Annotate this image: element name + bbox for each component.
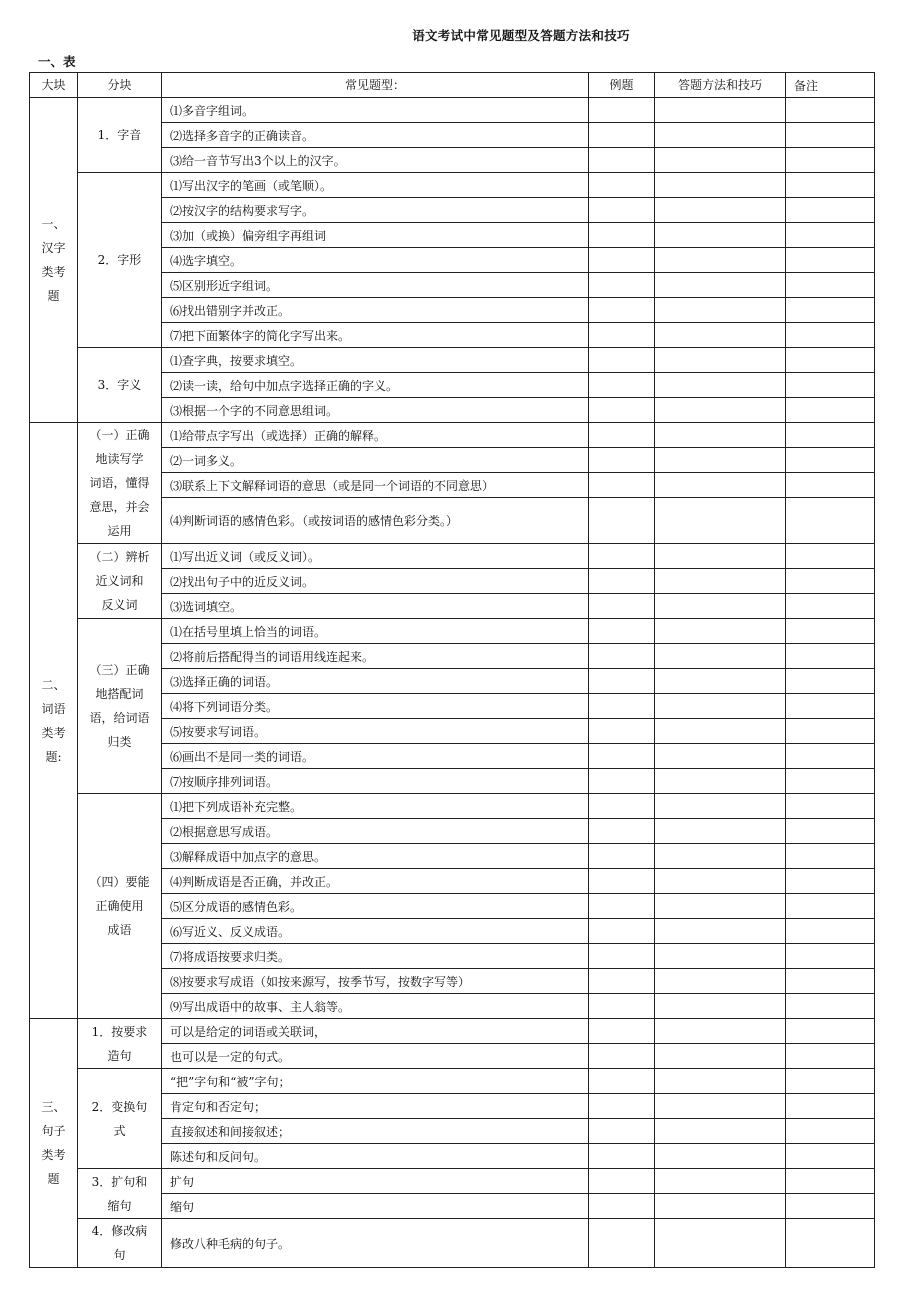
subcategory-cell (78, 1019, 162, 1069)
method-cell (655, 373, 786, 398)
remarks-cell (786, 1169, 875, 1194)
remarks-cell (786, 969, 875, 994)
remarks-cell (786, 619, 875, 644)
example-cell (589, 173, 655, 198)
method-cell (655, 769, 786, 794)
table-row (30, 1069, 875, 1094)
subcategory-line: 归类 (107, 735, 132, 749)
method-cell (655, 594, 786, 619)
question-type-cell: ⑶选择正确的词语。 (162, 669, 589, 694)
method-cell (655, 498, 786, 544)
example-cell (589, 298, 655, 323)
question-type-cell: 陈述句和反问句。 (162, 1144, 589, 1169)
remarks-cell (786, 323, 875, 348)
subcategory-cell (78, 619, 162, 794)
subcategory-line: 成语 (107, 923, 132, 937)
category-line: 三、 (41, 1100, 66, 1114)
question-type-cell: ⑷将下列词语分类。 (162, 694, 589, 719)
header-method: 答题方法和技巧 (655, 73, 786, 98)
category-line: 汉字 (41, 241, 66, 255)
question-type-cell: 可以是给定的词语或关联词， (162, 1019, 589, 1044)
method-cell (655, 794, 786, 819)
remarks-cell (786, 498, 875, 544)
example-cell (589, 869, 655, 894)
table-row (30, 423, 875, 448)
remarks-cell (786, 819, 875, 844)
method-cell (655, 398, 786, 423)
question-type-cell: ⑶选词填空。 (162, 594, 589, 619)
example-cell (589, 248, 655, 273)
question-type-cell: ⑵读一读，给句中加点字选择正确的字义。 (162, 373, 589, 398)
question-type-cell: 肯定句和否定句； (162, 1094, 589, 1119)
remarks-cell (786, 1119, 875, 1144)
method-cell (655, 544, 786, 569)
example-cell (589, 1169, 655, 1194)
method-cell (655, 994, 786, 1019)
subcategory-line: 运用 (107, 524, 132, 538)
subcategory-line: 1．按要求 (91, 1024, 148, 1039)
remarks-cell (786, 173, 875, 198)
method-cell (655, 98, 786, 123)
category-cell (30, 98, 78, 423)
example-cell (589, 719, 655, 744)
remarks-cell (786, 919, 875, 944)
method-cell (655, 1019, 786, 1044)
example-cell (589, 944, 655, 969)
example-cell (589, 769, 655, 794)
example-cell (589, 348, 655, 373)
table-row (30, 1169, 875, 1194)
method-cell (655, 348, 786, 373)
example-cell (589, 794, 655, 819)
question-type-cell: 也可以是一定的句式。 (162, 1044, 589, 1069)
remarks-cell (786, 198, 875, 223)
example-cell (589, 273, 655, 298)
remarks-cell (786, 448, 875, 473)
question-type-cell: 修改八种毛病的句子。 (162, 1219, 589, 1268)
method-cell (655, 819, 786, 844)
question-type-cell: ⑺把下面繁体字的简化字写出来。 (162, 323, 589, 348)
example-cell (589, 98, 655, 123)
question-type-cell: 直接叙述和间接叙述； (162, 1119, 589, 1144)
example-cell (589, 569, 655, 594)
example-cell (589, 1069, 655, 1094)
remarks-cell (786, 1069, 875, 1094)
remarks-cell (786, 544, 875, 569)
question-type-cell: ⑶加（或换）偏旁组字再组词 (162, 223, 589, 248)
example-cell (589, 1094, 655, 1119)
question-type-cell: ⑵根据意思写成语。 (162, 819, 589, 844)
category-line: 题 (47, 1172, 60, 1186)
question-type-cell: ⑹画出不是同一类的词语。 (162, 744, 589, 769)
remarks-cell (786, 373, 875, 398)
question-type-cell: ⑸区别形近字组词。 (162, 273, 589, 298)
subcategory-cell (78, 544, 162, 619)
example-cell (589, 1194, 655, 1219)
method-cell (655, 423, 786, 448)
method-cell (655, 1194, 786, 1219)
table-row (30, 1219, 875, 1268)
method-cell (655, 944, 786, 969)
question-type-cell: “把”字句和“被”字句； (162, 1069, 589, 1094)
question-type-cell: ⑶联系上下文解释词语的意思（或是同一个词语的不同意思） (162, 473, 589, 498)
question-type-cell: ⑵选择多音字的正确读音。 (162, 123, 589, 148)
remarks-cell (786, 1219, 875, 1268)
question-type-cell: ⑼写出成语中的故事、主人翁等。 (162, 994, 589, 1019)
page-title: 语文考试中常见题型及答题方法和技巧 (412, 28, 630, 43)
remarks-cell (786, 594, 875, 619)
method-cell (655, 198, 786, 223)
remarks-cell (786, 148, 875, 173)
example-cell (589, 894, 655, 919)
remarks-cell (786, 248, 875, 273)
method-cell (655, 298, 786, 323)
method-cell (655, 1069, 786, 1094)
method-cell (655, 894, 786, 919)
method-cell (655, 969, 786, 994)
remarks-cell (786, 894, 875, 919)
subcategory-cell (78, 348, 162, 423)
method-cell (655, 1044, 786, 1069)
method-cell (655, 669, 786, 694)
example-cell (589, 1044, 655, 1069)
question-type-cell: ⑴在括号里填上恰当的词语。 (162, 619, 589, 644)
method-cell (655, 1094, 786, 1119)
subcategory-line: 4．修改病 (91, 1224, 148, 1238)
remarks-cell (786, 944, 875, 969)
subcategory-line: 地读写学 (95, 452, 144, 466)
subcategory-line: 2．变换句 (91, 1099, 148, 1114)
method-cell (655, 323, 786, 348)
remarks-cell (786, 1094, 875, 1119)
method-cell (655, 844, 786, 869)
method-cell (655, 619, 786, 644)
remarks-cell (786, 98, 875, 123)
subcategory-line: 造句 (107, 1048, 132, 1063)
category-line: 词语 (41, 701, 66, 716)
remarks-cell (786, 1194, 875, 1219)
question-type-cell: ⑴多音字组词。 (162, 98, 589, 123)
subcategory-line: 近义词和 (95, 574, 144, 588)
example-cell (589, 619, 655, 644)
remarks-cell (786, 869, 875, 894)
subcategory-line: （四）要能 (89, 875, 150, 889)
method-cell (655, 644, 786, 669)
category-line: 类考 (41, 725, 66, 740)
example-cell (589, 544, 655, 569)
category-cell (30, 1019, 78, 1268)
table-header-row (30, 73, 875, 98)
remarks-cell (786, 569, 875, 594)
question-type-cell: ⑷选字填空。 (162, 248, 589, 273)
remarks-cell (786, 223, 875, 248)
example-cell (589, 669, 655, 694)
example-cell (589, 323, 655, 348)
question-type-cell: ⑶解释成语中加点字的意思。 (162, 844, 589, 869)
example-cell (589, 594, 655, 619)
example-cell (589, 644, 655, 669)
subcategory-line: 缩句 (107, 1198, 132, 1213)
method-cell (655, 694, 786, 719)
example-cell (589, 198, 655, 223)
method-cell (655, 448, 786, 473)
example-cell (589, 1019, 655, 1044)
method-cell (655, 1144, 786, 1169)
example-cell (589, 969, 655, 994)
header-remarks: 备注 (786, 73, 875, 98)
subcategory-cell (78, 173, 162, 348)
example-cell (589, 398, 655, 423)
subcategory-line: 词语，懂得 (89, 476, 150, 490)
category-line: 题: (45, 749, 62, 764)
category-cell (30, 423, 78, 1019)
method-cell (655, 1219, 786, 1268)
method-cell (655, 869, 786, 894)
example-cell (589, 473, 655, 498)
remarks-cell (786, 473, 875, 498)
example-cell (589, 448, 655, 473)
question-type-cell: ⑶根据一个字的不同意思组词。 (162, 398, 589, 423)
category-line: 二、 (41, 677, 66, 692)
method-cell (655, 569, 786, 594)
question-type-cell: 缩句 (162, 1194, 589, 1219)
question-type-cell: ⑸区分成语的感情色彩。 (162, 894, 589, 919)
table-row (30, 1019, 875, 1044)
remarks-cell (786, 1044, 875, 1069)
subcategory-line: 句 (113, 1248, 126, 1262)
category-line: 一、 (41, 217, 66, 231)
question-type-cell: ⑴把下列成语补充完整。 (162, 794, 589, 819)
method-cell (655, 223, 786, 248)
header-dakuai: 大块 (30, 73, 78, 98)
table-row (30, 173, 875, 198)
example-cell (589, 819, 655, 844)
remarks-cell (786, 794, 875, 819)
table-row (30, 348, 875, 373)
table-row (30, 794, 875, 819)
method-cell (655, 919, 786, 944)
question-type-cell: ⑻按要求写成语（如按来源写，按季节写，按数字写等） (162, 969, 589, 994)
method-cell (655, 148, 786, 173)
example-cell (589, 1119, 655, 1144)
method-cell (655, 1119, 786, 1144)
subcategory-line: （一）正确 (89, 428, 150, 442)
subcategory-line: 3．扩句和 (91, 1174, 148, 1189)
question-type-cell: ⑹写近义、反义成语。 (162, 919, 589, 944)
remarks-cell (786, 644, 875, 669)
section-heading: 一、表 (38, 54, 76, 69)
example-cell (589, 148, 655, 173)
example-cell (589, 498, 655, 544)
question-type-cell: ⑵找出句子中的近反义词。 (162, 569, 589, 594)
category-line: 句子 (41, 1124, 66, 1138)
subcategory-cell (78, 423, 162, 544)
subcategory-line: 3．字义 (97, 378, 142, 392)
method-cell (655, 473, 786, 498)
method-cell (655, 123, 786, 148)
table-row (30, 98, 875, 123)
subcategory-line: （二）辨析 (89, 550, 150, 564)
question-type-cell: ⑴写出近义词（或反义词）。 (162, 544, 589, 569)
subcategory-line: 反义词 (101, 598, 138, 612)
question-type-table (29, 72, 875, 1268)
remarks-cell (786, 744, 875, 769)
header-question-type: 常见题型： (162, 73, 589, 98)
remarks-cell (786, 123, 875, 148)
subcategory-line: 2．字形 (97, 253, 142, 267)
remarks-cell (786, 669, 875, 694)
example-cell (589, 694, 655, 719)
question-type-cell: ⑷判断成语是否正确，并改正。 (162, 869, 589, 894)
question-type-cell: ⑹找出错别字并改正。 (162, 298, 589, 323)
example-cell (589, 1219, 655, 1268)
question-type-cell: ⑸按要求写词语。 (162, 719, 589, 744)
example-cell (589, 844, 655, 869)
table-row (30, 619, 875, 644)
question-type-cell: ⑵按汉字的结构要求写字。 (162, 198, 589, 223)
remarks-cell (786, 1144, 875, 1169)
table-row (30, 544, 875, 569)
question-type-cell: ⑴给带点字写出（或选择）正确的解释。 (162, 423, 589, 448)
subcategory-cell (78, 1069, 162, 1169)
table-body (30, 98, 875, 1268)
method-cell (655, 248, 786, 273)
question-type-cell: ⑶给一音节写出3个以上的汉字。 (162, 148, 589, 173)
remarks-cell (786, 423, 875, 448)
subcategory-line: 意思，并会 (89, 500, 150, 514)
question-type-cell: 扩句 (162, 1169, 589, 1194)
example-cell (589, 1144, 655, 1169)
remarks-cell (786, 1019, 875, 1044)
subcategory-cell (78, 1219, 162, 1268)
example-cell (589, 373, 655, 398)
subcategory-line: 地搭配词 (95, 687, 144, 701)
category-line: 类考 (41, 1148, 66, 1162)
subcategory-cell (78, 1169, 162, 1219)
question-type-cell: ⑴查字典，按要求填空。 (162, 348, 589, 373)
remarks-cell (786, 273, 875, 298)
remarks-cell (786, 694, 875, 719)
example-cell (589, 123, 655, 148)
category-line: 类考 (41, 265, 66, 279)
subcategory-line: （三）正确 (89, 663, 150, 677)
subcategory-cell (78, 794, 162, 1019)
subcategory-line: 式 (113, 1123, 126, 1138)
question-type-cell: ⑵将前后搭配得当的词语用线连起来。 (162, 644, 589, 669)
example-cell (589, 994, 655, 1019)
remarks-cell (786, 769, 875, 794)
subcategory-line: 语，给词语 (89, 711, 150, 725)
question-type-cell: ⑺将成语按要求归类。 (162, 944, 589, 969)
remarks-cell (786, 719, 875, 744)
question-type-cell: ⑴写出汉字的笔画（或笔顺）。 (162, 173, 589, 198)
question-type-cell: ⑺按顺序排列词语。 (162, 769, 589, 794)
question-type-cell: ⑷判断词语的感情色彩。（或按词语的感情色彩分类。） (162, 498, 589, 544)
example-cell (589, 744, 655, 769)
header-fenkuai: 分块 (78, 73, 162, 98)
subcategory-line: 正确使用 (95, 899, 144, 913)
example-cell (589, 423, 655, 448)
header-example: 例题 (589, 73, 655, 98)
method-cell (655, 744, 786, 769)
example-cell (589, 223, 655, 248)
question-type-cell: ⑵一词多义。 (162, 448, 589, 473)
method-cell (655, 1169, 786, 1194)
category-line: 题 (47, 289, 60, 303)
remarks-cell (786, 298, 875, 323)
subcategory-line: 1．字音 (97, 128, 142, 142)
method-cell (655, 173, 786, 198)
remarks-cell (786, 994, 875, 1019)
subcategory-cell (78, 98, 162, 173)
method-cell (655, 273, 786, 298)
remarks-cell (786, 398, 875, 423)
method-cell (655, 719, 786, 744)
remarks-cell (786, 348, 875, 373)
remarks-cell (786, 844, 875, 869)
example-cell (589, 919, 655, 944)
